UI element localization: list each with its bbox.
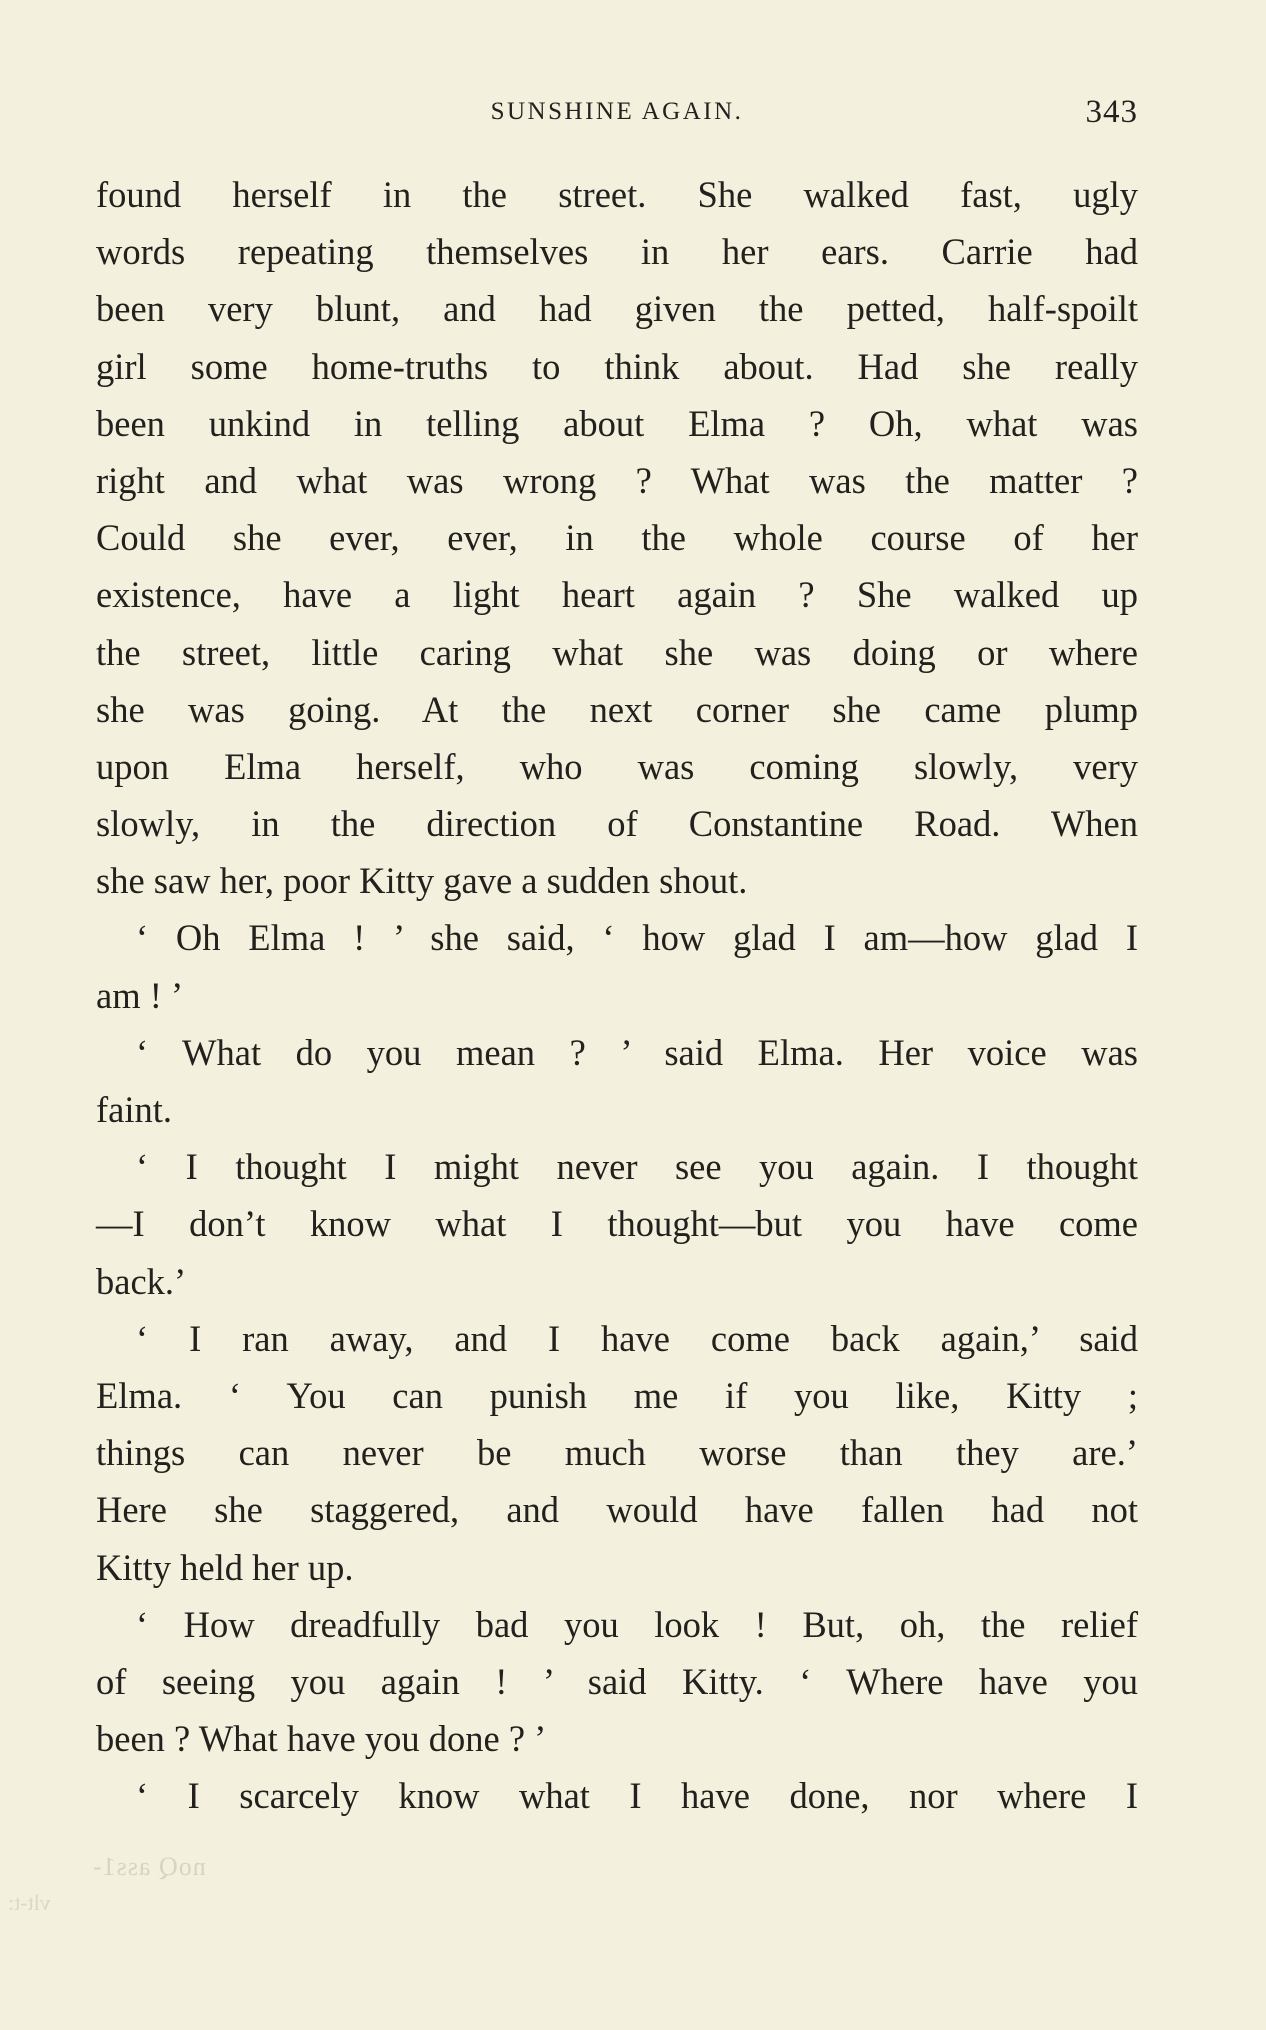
- text-line: Kitty held her up.: [96, 1546, 354, 1588]
- bleed-through-text: vlt-t:: [8, 1890, 51, 1915]
- text-line: slowly, in the direction of Constantine Road. When: [96, 803, 1138, 845]
- text-line: Elma. ‘ You can punish me if you like, Kitty ;: [96, 1374, 1138, 1416]
- text-line: been unkind in telling about Elma ? Oh, what was: [96, 402, 1138, 444]
- text-line: faint.: [96, 1089, 173, 1130]
- text-line: ‘ I scarcely know what I have done, nor where I: [136, 1775, 1138, 1817]
- text-line: ‘ I ran away, and I have come back again,’ said: [136, 1317, 1138, 1359]
- text-line: she saw her, poor Kitty gave a sudden shout.: [96, 860, 748, 902]
- text-line: back.’: [96, 1260, 187, 1302]
- text-line: the street, little caring what she was doing or where: [96, 631, 1138, 673]
- body-text: [96, 166, 1138, 1824]
- text-line: ‘ Oh Elma ! ’ she said, ‘ how glad I am—how glad I: [136, 917, 1138, 959]
- text-line: existence, have a light heart again ? She walked up: [96, 574, 1138, 616]
- text-line: been ? What have you done ? ’: [96, 1718, 547, 1760]
- text-line: words repeating themselves in her ears. Carrie had: [96, 231, 1138, 273]
- running-title: SUNSHINE AGAIN.: [490, 98, 744, 125]
- text-line: am ! ’: [96, 974, 184, 1016]
- page-number: 343: [1085, 94, 1138, 130]
- text-line: she was going. At the next corner she came plump: [96, 688, 1138, 730]
- text-line: ‘ I thought I might never see you again. I thought: [136, 1146, 1138, 1188]
- text-line: right and what was wrong ? What was the matter ?: [96, 459, 1138, 501]
- bleed-through-text: noQ ass1-: [92, 1852, 206, 1881]
- running-head: [96, 88, 1138, 136]
- text-line: things can never be much worse than they are.’: [96, 1432, 1138, 1474]
- text-line: Here she staggered, and would have fallen had not: [96, 1489, 1138, 1531]
- text-line: found herself in the street. She walked fast, ugly: [96, 174, 1138, 215]
- text-line: upon Elma herself, who was coming slowly, very: [96, 745, 1138, 787]
- text-line: of seeing you again ! ’ said Kitty. ‘ Where have you: [96, 1660, 1138, 1702]
- text-line: been very blunt, and had given the petted, half-spoilt: [96, 288, 1138, 330]
- text-line: ‘ What do you mean ? ’ said Elma. Her voice was: [136, 1031, 1138, 1073]
- text-line: ‘ How dreadfully bad you look ! But, oh, the relief: [136, 1603, 1138, 1645]
- text-line: girl some home-truths to think about. Had she really: [96, 345, 1138, 387]
- text-line: —I don’t know what I thought—but you have come: [96, 1203, 1138, 1245]
- text-line: Could she ever, ever, in the whole course of her: [96, 517, 1138, 559]
